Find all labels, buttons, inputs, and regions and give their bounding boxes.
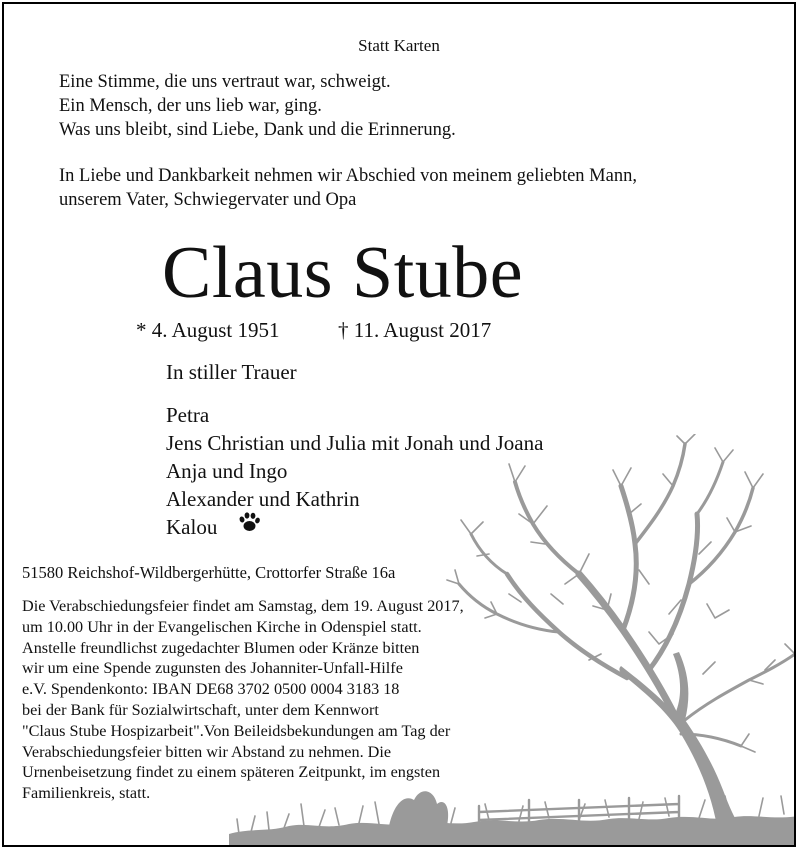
family-list	[166, 401, 543, 541]
family-member: Kalou	[166, 515, 218, 539]
notice-header: Statt Karten	[358, 36, 440, 55]
poem-line: Eine Stimme, die uns vertraut war, schweigt.	[59, 72, 391, 92]
details-line: e.V. Spendenkonto: IBAN DE68 3702 0500 0004 3183 18	[22, 680, 400, 699]
death-date: † 11. August 2017	[338, 318, 492, 342]
poem-line: Ein Mensch, der uns lieb war, ging.	[59, 96, 322, 116]
deceased-name: Claus Stube	[162, 232, 524, 314]
obituary-notice	[2, 2, 796, 847]
details-line: wir um eine Spende zugunsten des Johanniter-Unfall-Hilfe	[22, 659, 403, 678]
details-line: Verabschiedungsfeier bitten wir Abstand zu nehmen. Die	[22, 742, 392, 761]
mourning-label: In stiller Trauer	[166, 360, 297, 384]
ceremony-details	[22, 596, 464, 804]
details-line: Die Verabschiedungsfeier findet am Samstag, dem 19. August 2017,	[22, 597, 464, 615]
family-member: Petra	[166, 403, 210, 427]
family-member: Jens Christian und Julia mit Jonah und Joana	[166, 431, 544, 455]
details-line: "Claus Stube Hospizarbeit".Von Beileidsbekundungen am Tag der	[22, 721, 451, 740]
birth-date: * 4. August 1951	[136, 318, 280, 342]
paw-print-icon	[237, 510, 261, 534]
details-line: bei der Bank für Sozialwirtschaft, unter dem Kennwort	[22, 700, 379, 719]
poem-line: Was uns bleibt, sind Liebe, Dank und die Erinnerung.	[59, 120, 456, 140]
family-member: Alexander und Kathrin	[166, 487, 360, 511]
details-line: Urnenbeisetzung findet zu einem späteren Zeitpunkt, im engsten	[22, 763, 441, 782]
intro-line: unserem Vater, Schwiegervater und Opa	[59, 190, 357, 210]
intro-text	[59, 164, 637, 212]
family-member: Anja und Ingo	[166, 459, 288, 483]
address: 51580 Reichshof-Wildbergerhütte, Crottorfer Straße 16a	[22, 563, 396, 582]
intro-line: In Liebe und Dankbarkeit nehmen wir Abschied von meinem geliebten Mann,	[59, 166, 637, 186]
poem	[59, 70, 456, 142]
details-line: um 10.00 Uhr in der Evangelischen Kirche in Odenspiel statt.	[22, 617, 422, 636]
details-line: Familienkreis, statt.	[22, 784, 151, 803]
details-line: Anstelle freundlichst zugedachter Blumen oder Kränze bitten	[22, 638, 420, 657]
